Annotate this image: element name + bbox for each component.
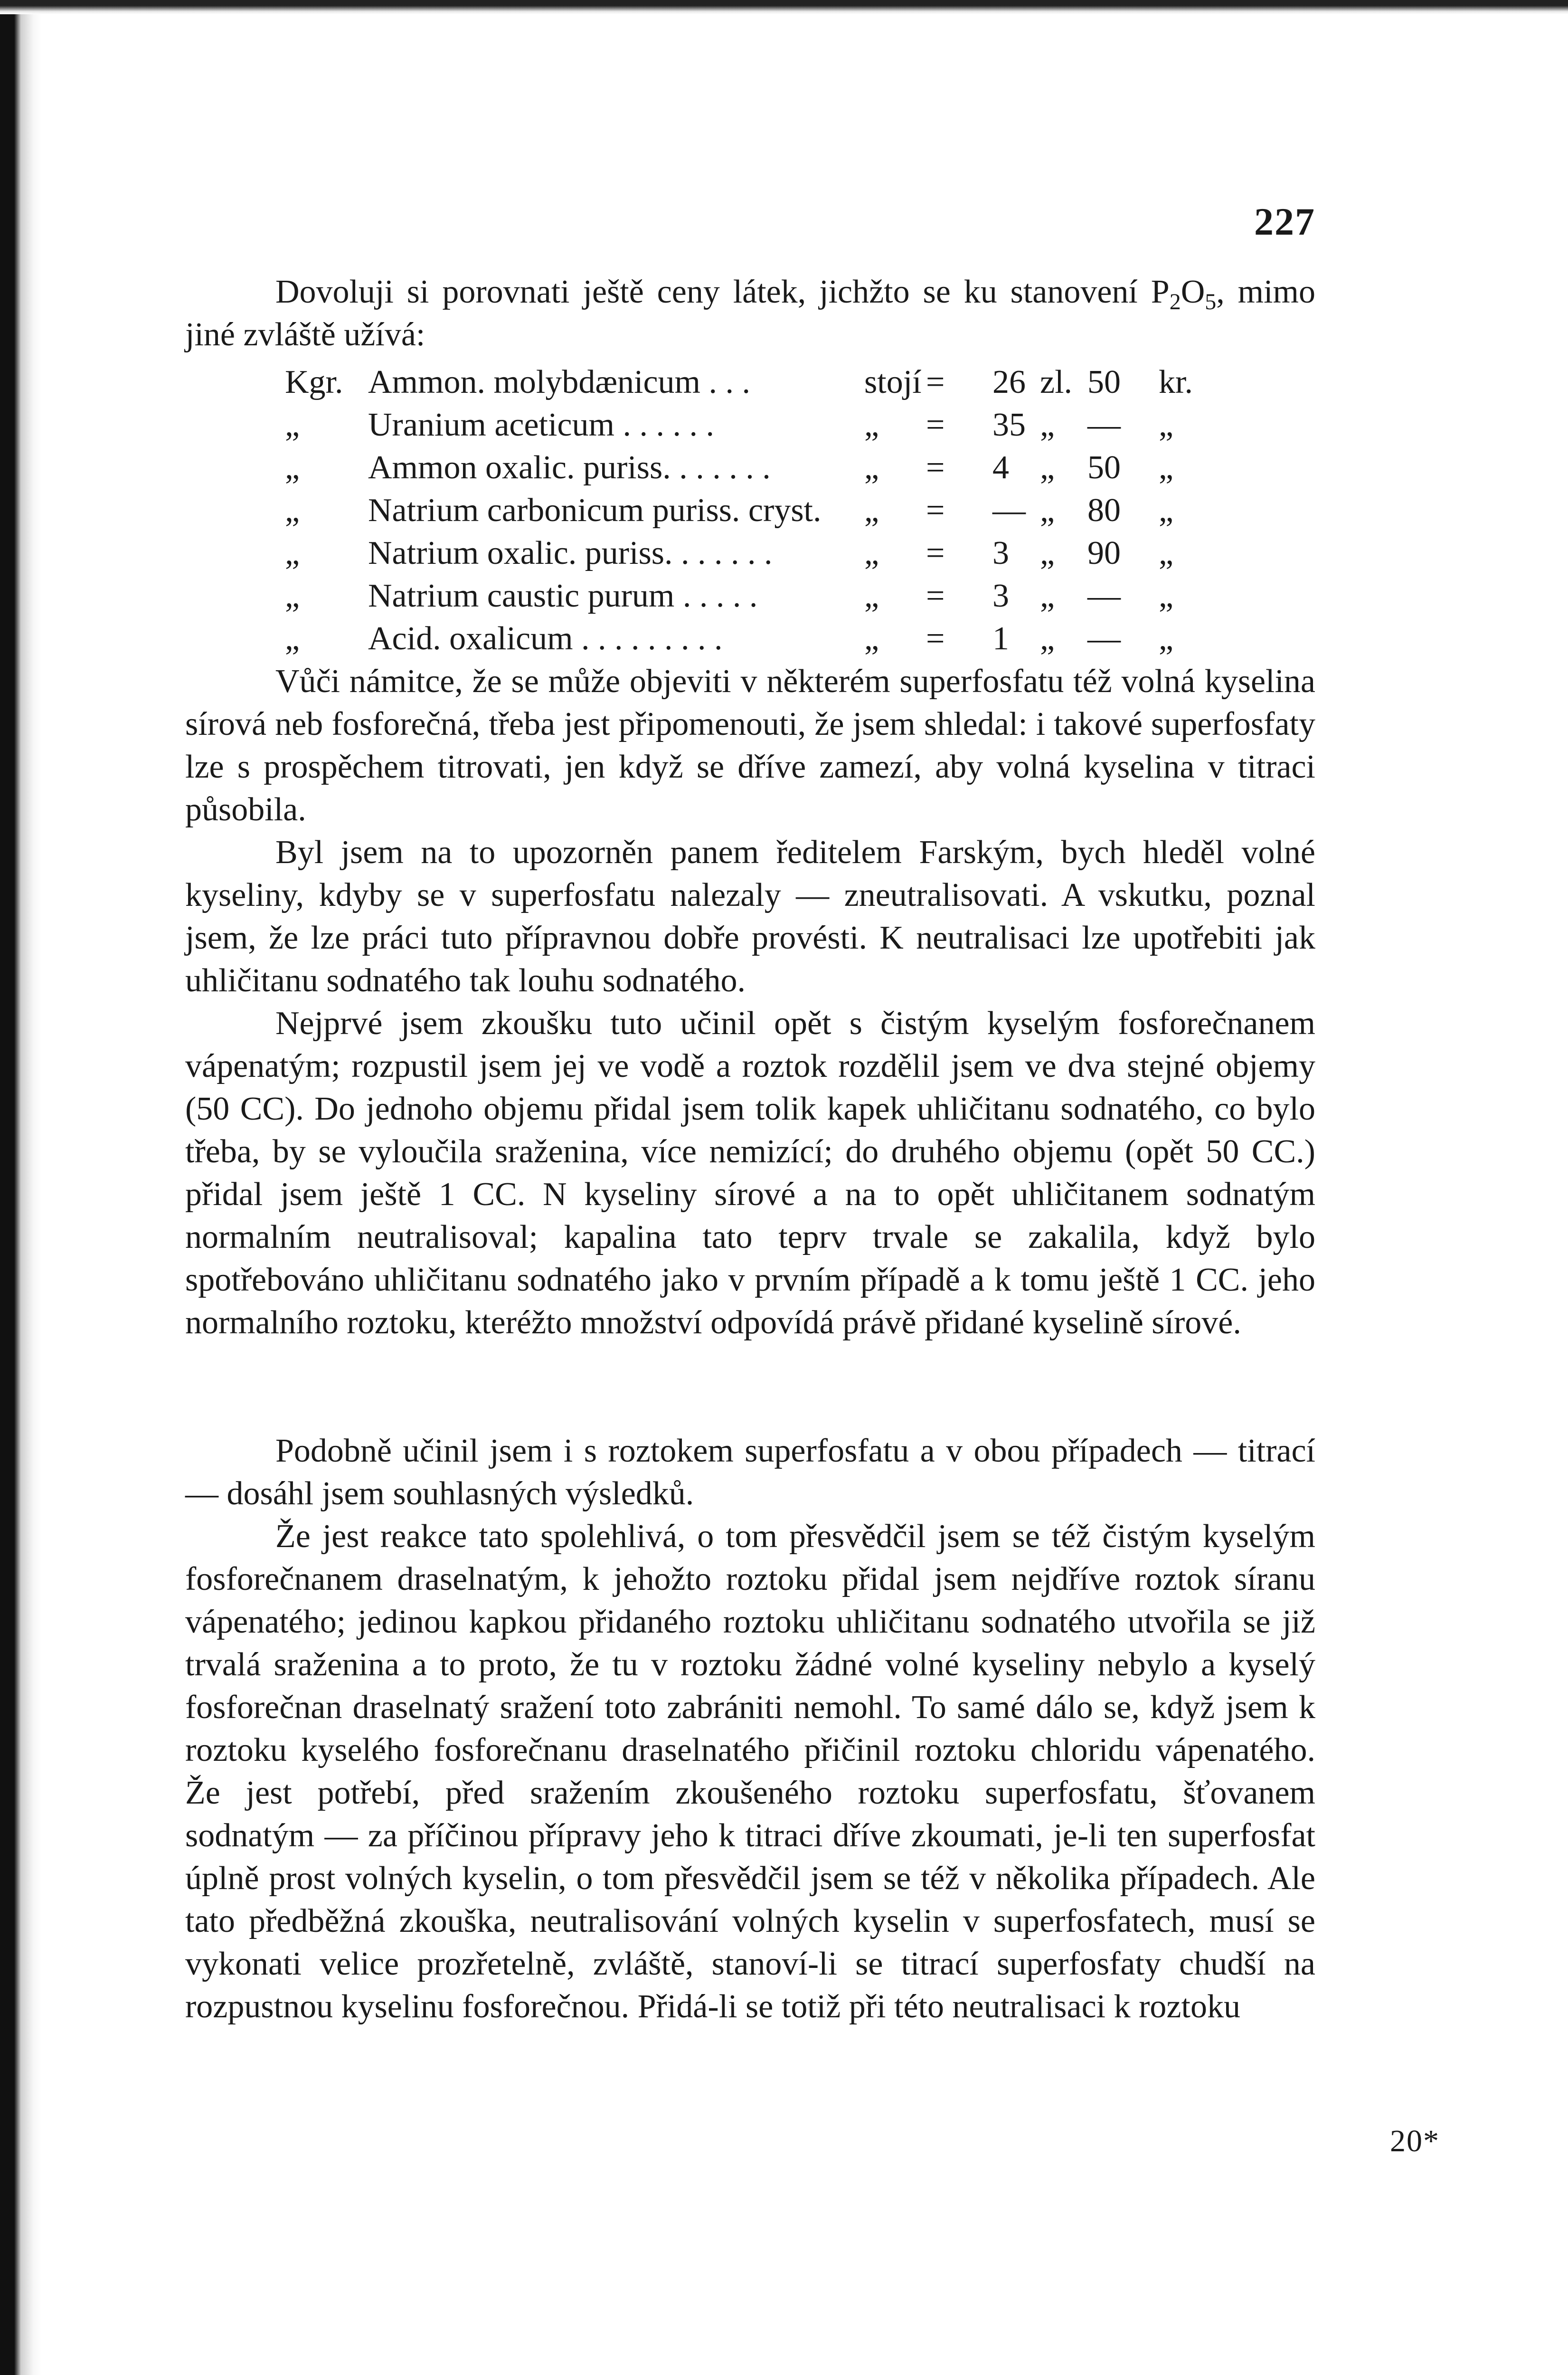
price-row: [185, 618, 1315, 660]
paragraph-objection: [185, 660, 1315, 831]
price-zl: 3: [992, 578, 1009, 614]
price-equals: =: [926, 578, 945, 614]
price-equals: =: [926, 449, 945, 486]
price-verb: „: [864, 535, 879, 571]
price-row: [185, 446, 1315, 489]
price-unit: „: [285, 449, 300, 486]
price-unit: Kgr.: [285, 364, 343, 400]
formula-sub-2: 2: [1169, 289, 1181, 314]
price-unit: „: [285, 407, 300, 443]
price-unit: „: [285, 620, 300, 657]
scan-left-edge: [0, 0, 42, 2375]
price-zl-unit: „: [1040, 407, 1055, 443]
paragraph-superfosfat: [185, 1430, 1315, 1515]
formula-sub-5: 5: [1205, 289, 1217, 314]
intro-paragraph: [185, 271, 1315, 356]
price-kr-unit: kr.: [1159, 364, 1193, 400]
scan-top-edge: [0, 0, 1568, 14]
price-zl-unit: „: [1040, 620, 1055, 657]
price-verb: „: [864, 492, 879, 529]
paragraph-text: Podobně učinil jsem i s roztokem superfosfatu a v obou případech — titrací — dosáhl jsem souhlasných výsledků.: [185, 1433, 1315, 1512]
price-zl: 26: [992, 364, 1026, 400]
price-item-name: Ammon oxalic. puriss. . . . . . .: [368, 449, 771, 486]
price-equals: =: [926, 492, 945, 529]
price-item-name: Natrium caustic purum . . . . .: [368, 578, 758, 614]
signature-mark: 20*: [1390, 2124, 1440, 2158]
price-item-name: Acid. oxalicum . . . . . . . . .: [368, 620, 723, 657]
price-item-name: Natrium carbonicum puriss. cryst.: [368, 492, 822, 529]
price-verb: „: [864, 620, 879, 657]
page-number: 227: [1254, 200, 1315, 243]
price-zl: 1: [992, 620, 1009, 657]
price-kr: —: [1087, 620, 1121, 657]
price-zl: 4: [992, 449, 1009, 486]
paragraph-text: Byl jsem na to upozorněn panem ředitelem Farským, bych hleděl volné kyseliny, kdyby se v superfosfatu nalezaly — zneutralisovati. A vskutku, poznal jsem, že lze práci tuto přípravnou dobře provésti. K neutralisaci lze upotřebiti jak uhličitanu sodnatého tak louhu sodnatého.: [185, 834, 1315, 999]
price-row: [185, 532, 1315, 575]
price-list: [185, 361, 1315, 660]
price-item-name: Natrium oxalic. puriss. . . . . . .: [368, 535, 773, 571]
price-kr-unit: „: [1159, 407, 1174, 443]
price-kr-unit: „: [1159, 449, 1174, 486]
price-row: [185, 575, 1315, 618]
price-kr-unit: „: [1159, 492, 1174, 529]
paragraph-experiment: [185, 1002, 1315, 1344]
price-zl-unit: „: [1040, 449, 1055, 486]
price-kr: 50: [1087, 449, 1121, 486]
price-row: [185, 489, 1315, 532]
price-kr-unit: „: [1159, 620, 1174, 657]
price-unit: „: [285, 578, 300, 614]
price-verb: „: [864, 578, 879, 614]
intro-line: Dovoluji si porovnati ještě ceny látek, jichžto se ku stanovení: [275, 274, 1138, 310]
price-kr-unit: „: [1159, 578, 1174, 614]
price-equals: =: [926, 535, 945, 571]
price-kr: —: [1087, 578, 1121, 614]
formula-o: O: [1181, 274, 1205, 310]
price-zl: 3: [992, 535, 1009, 571]
price-unit: „: [285, 492, 300, 529]
price-kr: —: [1087, 407, 1121, 443]
price-kr: 80: [1087, 492, 1121, 529]
price-zl-unit: zl.: [1040, 364, 1073, 400]
paragraph-neutralisation: [185, 831, 1315, 1002]
price-kr-unit: „: [1159, 535, 1174, 571]
price-verb: „: [864, 407, 879, 443]
paragraph-reliability: [185, 1515, 1315, 2028]
formula-p: P: [1151, 274, 1170, 310]
price-zl: 35: [992, 407, 1026, 443]
price-unit: „: [285, 535, 300, 571]
price-row: [185, 404, 1315, 446]
price-verb: „: [864, 449, 879, 486]
paragraph-text: Že jest reakce tato spolehlivá, o tom přesvědčil jsem se též čistým kyselým fosforečnanem draselnatým, k jehožto roztoku přidal jsem nejdříve roztok síranu vápenatého; jedinou kapkou přidaného roztoku uhličitanu sodnatého utvořila se již trvalá sraženina a to proto, že tu v roztoku žádné volné kyseliny nebylo a kyselý fosforečnan draselnatý sražení toto zabrániti nemohl. To samé dálo se, když jsem k roztoku kyselého fosforečnanu draselnatého přičinil roztoku chloridu vápenatého. Že jest potřebí, před sražením zkoušeného roztoku superfosfatu, šťovanem sodnatým — za příčinou přípravy jeho k titraci dříve zkoumati, je-li ten superfosfat úplně prost volných kyselin, o tom přesvědčil jsem se též v několika případech. Ale tato předběžná zkouška, neutralisování volných kyselin v superfosfatech, musí se vykonati velice prozřetelně, zvláště, stanoví-li se titrací superfosfaty chudší na rozpustnou kyselinu fosforečnou. Přidá-li se totiž při této neutralisaci k roztoku: [185, 1518, 1315, 2025]
price-zl-unit: „: [1040, 578, 1055, 614]
price-zl-unit: „: [1040, 535, 1055, 571]
intro-rest: , mimo jiné zvláště užívá:: [185, 274, 1315, 353]
price-item-name: Ammon. molybdænicum . . .: [368, 364, 750, 400]
price-item-name: Uranium aceticum . . . . . .: [368, 407, 714, 443]
price-verb: stojí: [864, 364, 922, 400]
price-kr: 50: [1087, 364, 1121, 400]
price-equals: =: [926, 620, 945, 657]
price-zl-unit: „: [1040, 492, 1055, 529]
price-equals: =: [926, 407, 945, 443]
paragraph-text: Nejprvé jsem zkoušku tuto učinil opět s čistým kyselým fosforečnanem vápenatým; rozpustil jsem jej ve vodě a roztok rozdělil jsem ve dva stejné objemy (50 CC). Do jednoho objemu přidal jsem tolik kapek uhličitanu sodnatého, co bylo třeba, by se vyloučila sraženina, více nemizící; do druhého objemu (opět 50 CC.) přidal jsem ještě 1 CC. N kyseliny sírové a na to opět uhličitanem sodnatým normalním neutralisoval; kapalina tato teprv trvale se zakalila, když bylo spotřebováno uhličitanu sodnatého jako v prvním případě a k tomu ještě 1 CC. jeho normalního roztoku, kteréžto množství odpovídá právě přidané kyselině sírové.: [185, 1005, 1315, 1341]
paragraph-text: Vůči námitce, že se může objeviti v některém superfosfatu též volná kyselina sírová neb fosforečná, třeba jest připomenouti, že jsem shledal: i takové superfosfaty lze s prospěchem titrovati, jen když se dříve zamezí, aby volná kyselina v titraci působila.: [185, 663, 1315, 828]
price-equals: =: [926, 364, 945, 400]
price-zl: —: [992, 492, 1026, 529]
price-row: [185, 361, 1315, 404]
price-kr: 90: [1087, 535, 1121, 571]
